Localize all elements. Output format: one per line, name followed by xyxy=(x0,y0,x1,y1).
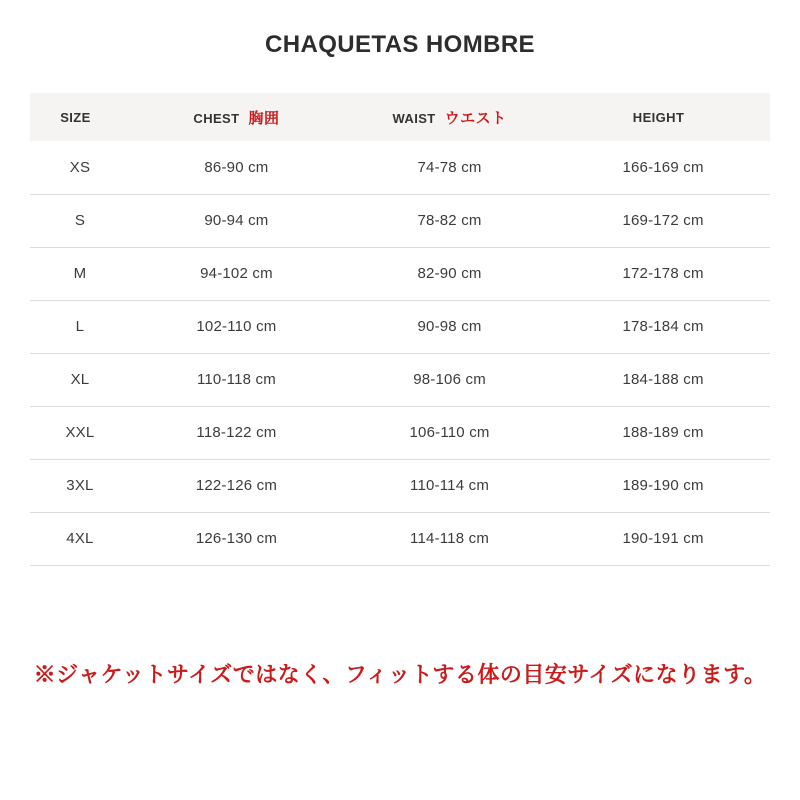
header-cell-waist xyxy=(343,93,556,141)
cell-size: L xyxy=(30,300,130,353)
header-cell-size xyxy=(30,93,130,141)
cell-chest: 110-118 cm xyxy=(130,353,343,406)
cell-size: XS xyxy=(30,141,130,194)
cell-size: S xyxy=(30,194,130,247)
table-row xyxy=(30,512,770,565)
cell-chest: 94-102 cm xyxy=(130,247,343,300)
cell-chest: 86-90 cm xyxy=(130,141,343,194)
cell-height: 190-191 cm xyxy=(556,512,770,565)
table-row xyxy=(30,247,770,300)
cell-height: 189-190 cm xyxy=(556,459,770,512)
table-row xyxy=(30,194,770,247)
cell-size: XXL xyxy=(30,406,130,459)
cell-waist: 78-82 cm xyxy=(343,194,556,247)
cell-chest: 122-126 cm xyxy=(130,459,343,512)
header-annotation-chest: 胸囲 xyxy=(248,109,280,127)
page-title: CHAQUETAS HOMBRE xyxy=(265,31,535,58)
table-header-row xyxy=(30,93,770,141)
table-row xyxy=(30,353,770,406)
cell-height: 166-169 cm xyxy=(556,141,770,194)
cell-waist: 106-110 cm xyxy=(343,406,556,459)
cell-height: 169-172 cm xyxy=(556,194,770,247)
cell-chest: 102-110 cm xyxy=(130,300,343,353)
header-label-waist: WAIST xyxy=(392,110,436,126)
table-row xyxy=(30,406,770,459)
cell-chest: 118-122 cm xyxy=(130,406,343,459)
table-row xyxy=(30,300,770,353)
cell-chest: 126-130 cm xyxy=(130,512,343,565)
cell-waist: 82-90 cm xyxy=(343,247,556,300)
size-table xyxy=(30,93,770,566)
cell-size: M xyxy=(30,247,130,300)
cell-waist: 98-106 cm xyxy=(343,353,556,406)
header-label-chest: CHEST xyxy=(193,110,240,126)
table-row xyxy=(30,459,770,512)
cell-waist: 110-114 cm xyxy=(343,459,556,512)
header-annotation-waist: ウエスト xyxy=(444,109,507,127)
cell-waist: 74-78 cm xyxy=(343,141,556,194)
header-label-height: HEIGHT xyxy=(632,109,685,125)
header-label-size: SIZE xyxy=(60,109,91,125)
cell-size: 3XL xyxy=(30,459,130,512)
cell-height: 184-188 cm xyxy=(556,353,770,406)
cell-height: 172-178 cm xyxy=(556,247,770,300)
fit-note: ※ジャケットサイズではなく、フィットする体の目安サイズになります。 xyxy=(33,661,767,687)
cell-waist: 90-98 cm xyxy=(343,300,556,353)
cell-size: XL xyxy=(30,353,130,406)
table-row xyxy=(30,141,770,194)
cell-waist: 114-118 cm xyxy=(343,512,556,565)
table-body xyxy=(30,141,770,565)
cell-chest: 90-94 cm xyxy=(130,194,343,247)
cell-height: 178-184 cm xyxy=(556,300,770,353)
header-cell-height xyxy=(556,93,770,141)
cell-height: 188-189 cm xyxy=(556,406,770,459)
header-cell-chest xyxy=(130,93,343,141)
cell-size: 4XL xyxy=(30,512,130,565)
